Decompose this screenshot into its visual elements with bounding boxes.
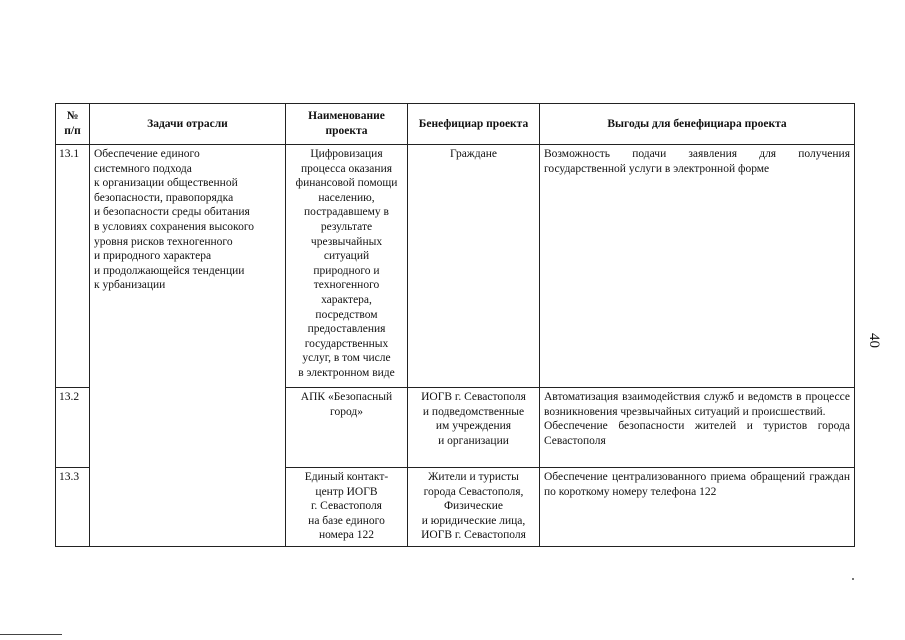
project-name-line: АПК «Безопасный xyxy=(300,391,393,403)
project-name-cell xyxy=(286,468,408,547)
beneficiary-line: города Севастополя, xyxy=(423,485,524,498)
project-name-line: предоставления xyxy=(307,323,386,336)
row-number: 13.1 xyxy=(56,145,90,388)
page-number: 40 xyxy=(866,333,882,348)
table-row xyxy=(56,145,855,388)
task-cell xyxy=(90,145,286,547)
beneficiary-cell xyxy=(408,468,540,547)
beneficiary-cell xyxy=(408,145,540,388)
beneficiary-line: Жители и туристы xyxy=(428,471,519,483)
header-num xyxy=(56,104,90,145)
project-name-line: на базе единого xyxy=(308,514,385,527)
project-name-line: результате xyxy=(320,220,373,233)
gains-cell xyxy=(540,145,855,388)
beneficiary-cell xyxy=(408,388,540,468)
project-name-line: город» xyxy=(330,405,363,418)
row-number: 13.2 xyxy=(56,388,90,468)
scan-edge-line xyxy=(0,634,62,635)
header-task: Задачи отрасли xyxy=(90,104,286,145)
project-name-line: в электронном виде xyxy=(298,366,395,379)
project-name-cell xyxy=(286,388,408,468)
beneficiary-line: Физические xyxy=(443,500,504,513)
project-name-line: населению, xyxy=(318,191,375,204)
scan-speck xyxy=(852,578,854,580)
task-line: безопасности, правопорядка xyxy=(94,191,234,204)
gains-cell xyxy=(540,468,855,547)
project-name-line: государственных xyxy=(304,337,389,350)
project-name-line: услуг, в том числе xyxy=(302,352,391,365)
projects-table xyxy=(55,103,855,547)
project-name-line: чрезвычайных xyxy=(310,235,383,248)
task-line: и природного характера xyxy=(94,250,212,263)
project-name-line: ситуаций xyxy=(323,250,370,263)
task-line: уровня рисков техногенного xyxy=(94,235,233,248)
gains-line: Обеспечение централизованного приема обращений граждан по короткому номеру телефона 122 xyxy=(544,471,850,498)
project-name-line: природного и xyxy=(313,264,380,277)
project-name-line: Единый контакт- xyxy=(304,471,389,483)
gains-line: Обеспечение безопасности жителей и туристов города Севастополя xyxy=(544,420,850,447)
task-line: к организации общественной xyxy=(94,177,238,190)
beneficiary-line: ИОГВ г. Севастополя xyxy=(421,529,526,542)
row-number: 13.3 xyxy=(56,468,90,547)
header-name xyxy=(286,104,408,145)
beneficiary-line: и организации xyxy=(438,434,509,447)
beneficiary-line: и юридические лица, xyxy=(421,514,526,527)
header-row xyxy=(56,104,855,145)
task-line: системного подхода xyxy=(94,162,192,175)
task-line: Обеспечение единого xyxy=(94,148,200,160)
project-name-line: номера 122 xyxy=(318,529,375,542)
beneficiary-line: им учреждения xyxy=(435,420,512,433)
gains-line: Возможность подачи заявления для получения государственной услуги в электронной форме xyxy=(544,148,850,175)
task-line: и безопасности среды обитания xyxy=(94,206,250,219)
header-num-line: № xyxy=(66,110,79,123)
beneficiary-line: и подведомственные xyxy=(422,405,525,418)
project-name-line: г. Севастополя xyxy=(311,500,382,513)
project-name-line: процесса оказания xyxy=(300,162,393,175)
project-name-line: характера, xyxy=(321,293,372,306)
beneficiary-line: Граждане xyxy=(450,148,497,160)
project-name-line: пострадавшему в xyxy=(304,206,389,219)
task-line: к урбанизации xyxy=(94,279,166,292)
project-name-line: Цифровизация xyxy=(310,148,383,160)
header-gains: Выгоды для бенефициара проекта xyxy=(540,104,855,145)
beneficiary-line: ИОГВ г. Севастополя xyxy=(421,391,526,403)
project-name-cell xyxy=(286,145,408,388)
project-name-line: техногенного xyxy=(313,279,380,292)
project-name-line: финансовой помощи xyxy=(295,177,398,190)
project-name-line: центр ИОГВ xyxy=(315,485,378,498)
header-name-line: Наименование xyxy=(308,110,385,123)
task-line: в условиях сохранения высокого xyxy=(94,220,254,233)
gains-cell xyxy=(540,388,855,468)
task-line: и продолжающейся тенденции xyxy=(94,264,245,277)
gains-line: Автоматизация взаимодействия служб и ведомств в процессе возникновения чрезвычайных ситуаций и происшествий. xyxy=(544,391,850,418)
header-num-line: п/п xyxy=(64,125,81,137)
header-name-line: проекта xyxy=(325,125,368,137)
project-name-line: посредством xyxy=(315,308,378,321)
header-beneficiary: Бенефициар проекта xyxy=(408,104,540,145)
